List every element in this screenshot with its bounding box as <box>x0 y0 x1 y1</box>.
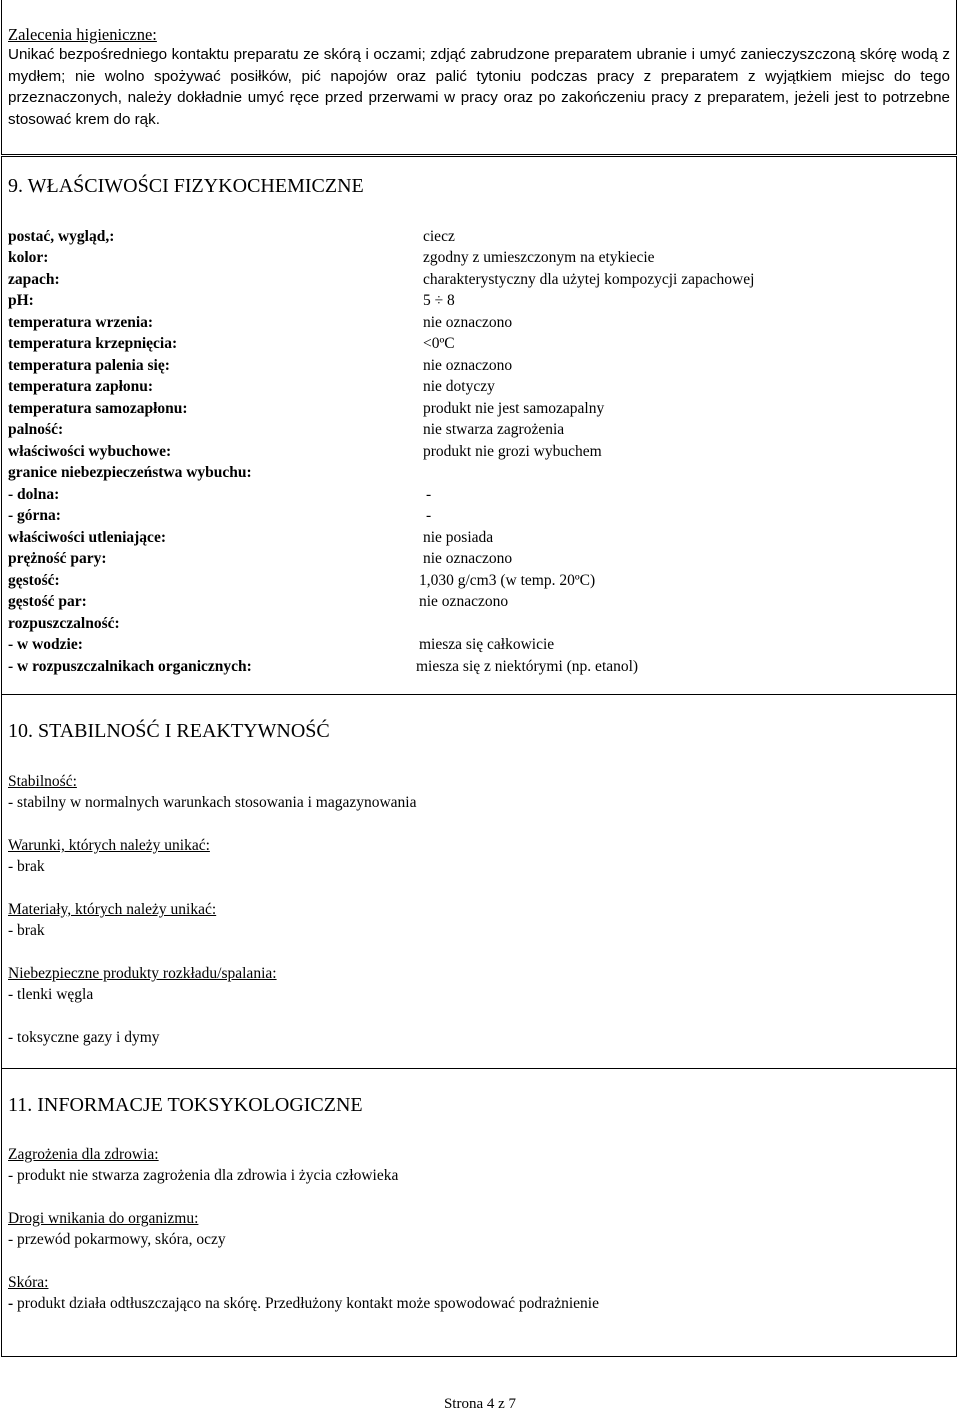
property-label: gęstość par: <box>8 593 87 610</box>
property-value: miesza się z niektórymi (np. etanol) <box>416 658 639 675</box>
property-label: postać, wygląd,: <box>8 228 115 245</box>
property-value: charakterystyczny dla użytej kompozycji zapachowej <box>423 271 755 288</box>
avoid-conditions-heading: Warunki, których należy unikać: <box>8 837 210 854</box>
hygiene-text: Unikać bezpośredniego kontaktu preparatu ze skórą i oczami; zdjąć zabrudzone preparatem ubranie i umyć zanieczyszczoną skórę wodą z mydłem; nie wolno spożywać posiłków, pić napojów oraz palić tytoniu podczas pracy z preparatem z wyjątkiem miejsc do tego przeznaczonych, należy dokładnie umyć ręce przed przerwami w pracy oraz po zakończeniu pracy z preparatem, jeżeli jest to potrzebne stosować krem do rąk. <box>8 46 950 128</box>
property-label: temperatura krzepnięcia: <box>8 335 178 352</box>
property-value: produkt nie grozi wybuchem <box>423 443 602 460</box>
property-value: 5 ÷ 8 <box>423 292 455 309</box>
property-value: miesza się całkowicie <box>419 636 555 653</box>
property-label: - w wodzie: <box>8 636 83 653</box>
routes-heading: Drogi wnikania do organizmu: <box>8 1210 199 1227</box>
property-value: ciecz <box>423 228 455 245</box>
property-value: nie dotyczy <box>423 378 495 395</box>
property-value: nie oznaczono <box>423 357 513 374</box>
property-value: zgodny z umieszczonym na etykiecie <box>423 249 655 266</box>
hygiene-heading: Zalecenia higieniczne: <box>8 25 157 44</box>
skin-heading: Skóra: <box>8 1274 49 1291</box>
property-value: produkt nie jest samozapalny <box>423 400 605 417</box>
property-label: pH: <box>8 292 34 309</box>
property-label: kolor: <box>8 249 49 266</box>
property-value: nie posiada <box>423 529 494 546</box>
routes-text: - przewód pokarmowy, skóra, oczy <box>8 1231 226 1248</box>
skin-text: produkt działa odtłuszczająco na skórę. Przedłużony kontakt może spowodować podrażnienie <box>13 1295 599 1312</box>
property-value: nie oznaczono <box>423 314 513 331</box>
property-label: rozpuszczalność: <box>8 615 120 632</box>
property-label: gęstość: <box>8 572 60 589</box>
section-10-title: 10. STABILNOŚĆ I REAKTYWNOŚĆ <box>8 720 330 742</box>
property-label: właściwości wybuchowe: <box>8 443 172 460</box>
property-label: palność: <box>8 421 64 438</box>
section-9-title: 9. WŁAŚCIWOŚCI FIZYKOCHEMICZNE <box>8 175 364 197</box>
property-value: nie oznaczono <box>423 550 513 567</box>
property-value: nie oznaczono <box>419 593 509 610</box>
avoid-conditions-text: - brak <box>8 858 45 875</box>
property-label: temperatura samozapłonu: <box>8 400 188 417</box>
page-number: Strona 4 z 7 <box>443 1396 517 1412</box>
property-label: - dolna: <box>8 486 60 503</box>
skin-text-line <box>8 1295 599 1313</box>
property-label: temperatura zapłonu: <box>8 378 154 395</box>
property-value: - <box>426 486 432 503</box>
property-label: temperatura wrzenia: <box>8 314 154 331</box>
property-value: nie stwarza zagrożenia <box>423 421 565 438</box>
decomposition-heading: Niebezpieczne produkty rozkładu/spalania: <box>8 965 277 982</box>
section-divider <box>2 1068 956 1069</box>
property-value: <0ºC <box>423 335 455 352</box>
property-value: 1,030 g/cm3 (w temp. 20ºC) <box>419 572 596 589</box>
avoid-materials-heading: Materiały, których należy unikać: <box>8 901 217 918</box>
property-label: właściwości utleniające: <box>8 529 166 546</box>
property-label: - w rozpuszczalnikach organicznych: <box>8 658 252 675</box>
stability-text: - stabilny w normalnych warunkach stosowania i magazynowania <box>8 794 417 811</box>
skin-dash: - <box>8 1295 14 1312</box>
property-value: - <box>426 507 432 524</box>
stability-heading: Stabilność: <box>8 773 77 790</box>
property-label: - górna: <box>8 507 61 524</box>
health-text: - produkt nie stwarza zagrożenia dla zdrowia i życia człowieka <box>8 1167 399 1184</box>
property-label: granice niebezpieczeństwa wybuchu: <box>8 464 252 481</box>
health-heading: Zagrożenia dla zdrowia: <box>8 1146 159 1163</box>
property-label: zapach: <box>8 271 60 288</box>
property-label: temperatura palenia się: <box>8 357 170 374</box>
avoid-materials-text: - brak <box>8 922 45 939</box>
decomposition-text: - toksyczne gazy i dymy <box>8 1029 160 1046</box>
section-11-title: 11. INFORMACJE TOKSYKOLOGICZNE <box>8 1094 363 1116</box>
decomposition-text: - tlenki węgla <box>8 986 94 1003</box>
section-divider <box>2 694 956 695</box>
property-label: prężność pary: <box>8 550 107 567</box>
